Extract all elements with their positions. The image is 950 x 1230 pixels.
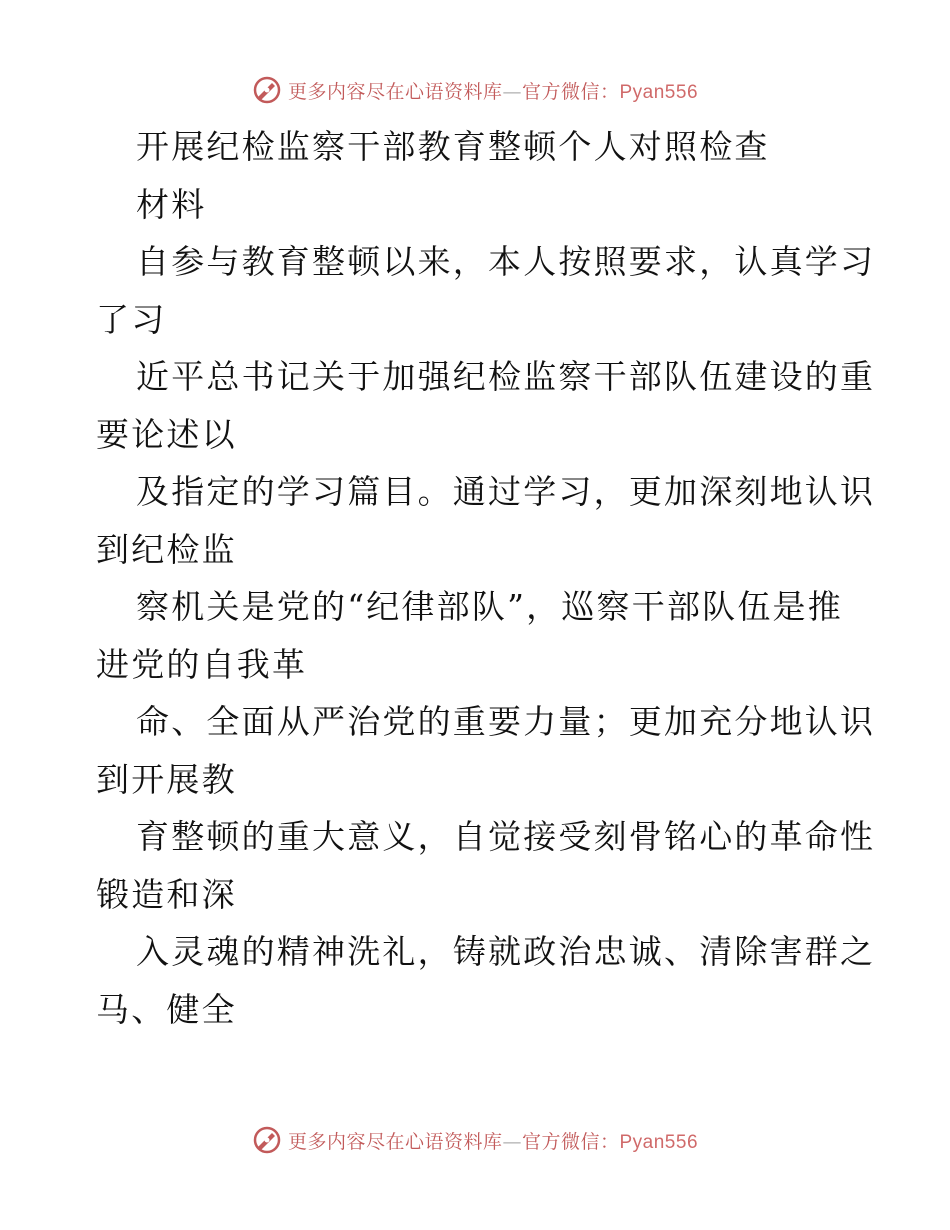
watermark-text: [288, 77, 698, 104]
watermark-text: [288, 1127, 698, 1154]
doc-line: 开展纪检监察干部教育整顿个人对照检查: [136, 127, 770, 166]
watermark-main: 更多内容尽在心语资料库: [287, 80, 503, 103]
watermark-main: 更多内容尽在心语资料库: [287, 1130, 503, 1153]
doc-line: 锻造和深: [96, 874, 237, 914]
watermark-dash: —: [502, 80, 522, 103]
watermark-handle: Pyan556: [619, 81, 699, 103]
doc-line: 入灵魂的精神洗礼，铸就政治忠诚、清除害群之: [136, 932, 876, 971]
doc-line: 要论述以: [96, 414, 237, 454]
watermark-dash: —: [502, 1130, 522, 1153]
footer-watermark: [0, 1122, 950, 1158]
pen-logo-icon: [252, 1125, 282, 1155]
watermark-handle: Pyan556: [619, 1131, 699, 1153]
doc-line: 到纪检监: [96, 529, 237, 569]
doc-line: 育整顿的重大意义，自觉接受刻骨铭心的革命性: [136, 817, 876, 856]
watermark-wechat: 官方微信：: [521, 80, 620, 103]
doc-line: 到开展教: [96, 759, 237, 799]
doc-line: 了习: [96, 299, 167, 339]
doc-line: 材料: [136, 184, 207, 224]
header-watermark: [0, 72, 950, 108]
doc-line: 察机关是党的“纪律部队”，巡察干部队伍是推: [136, 587, 843, 626]
doc-line: 进党的自我革: [96, 644, 308, 684]
watermark-wechat: 官方微信：: [521, 1130, 620, 1153]
document-body: [96, 118, 876, 1038]
pen-logo-icon: [252, 75, 282, 105]
doc-line: 近平总书记关于加强纪检监察干部队伍建设的重: [136, 357, 876, 396]
doc-line: 马、健全: [96, 989, 237, 1029]
doc-line: 及指定的学习篇目。通过学习，更加深刻地认识: [136, 472, 876, 511]
doc-line: 命、全面从严治党的重要力量；更加充分地认识: [136, 702, 876, 741]
doc-line: 自参与教育整顿以来，本人按照要求，认真学习: [136, 242, 876, 281]
